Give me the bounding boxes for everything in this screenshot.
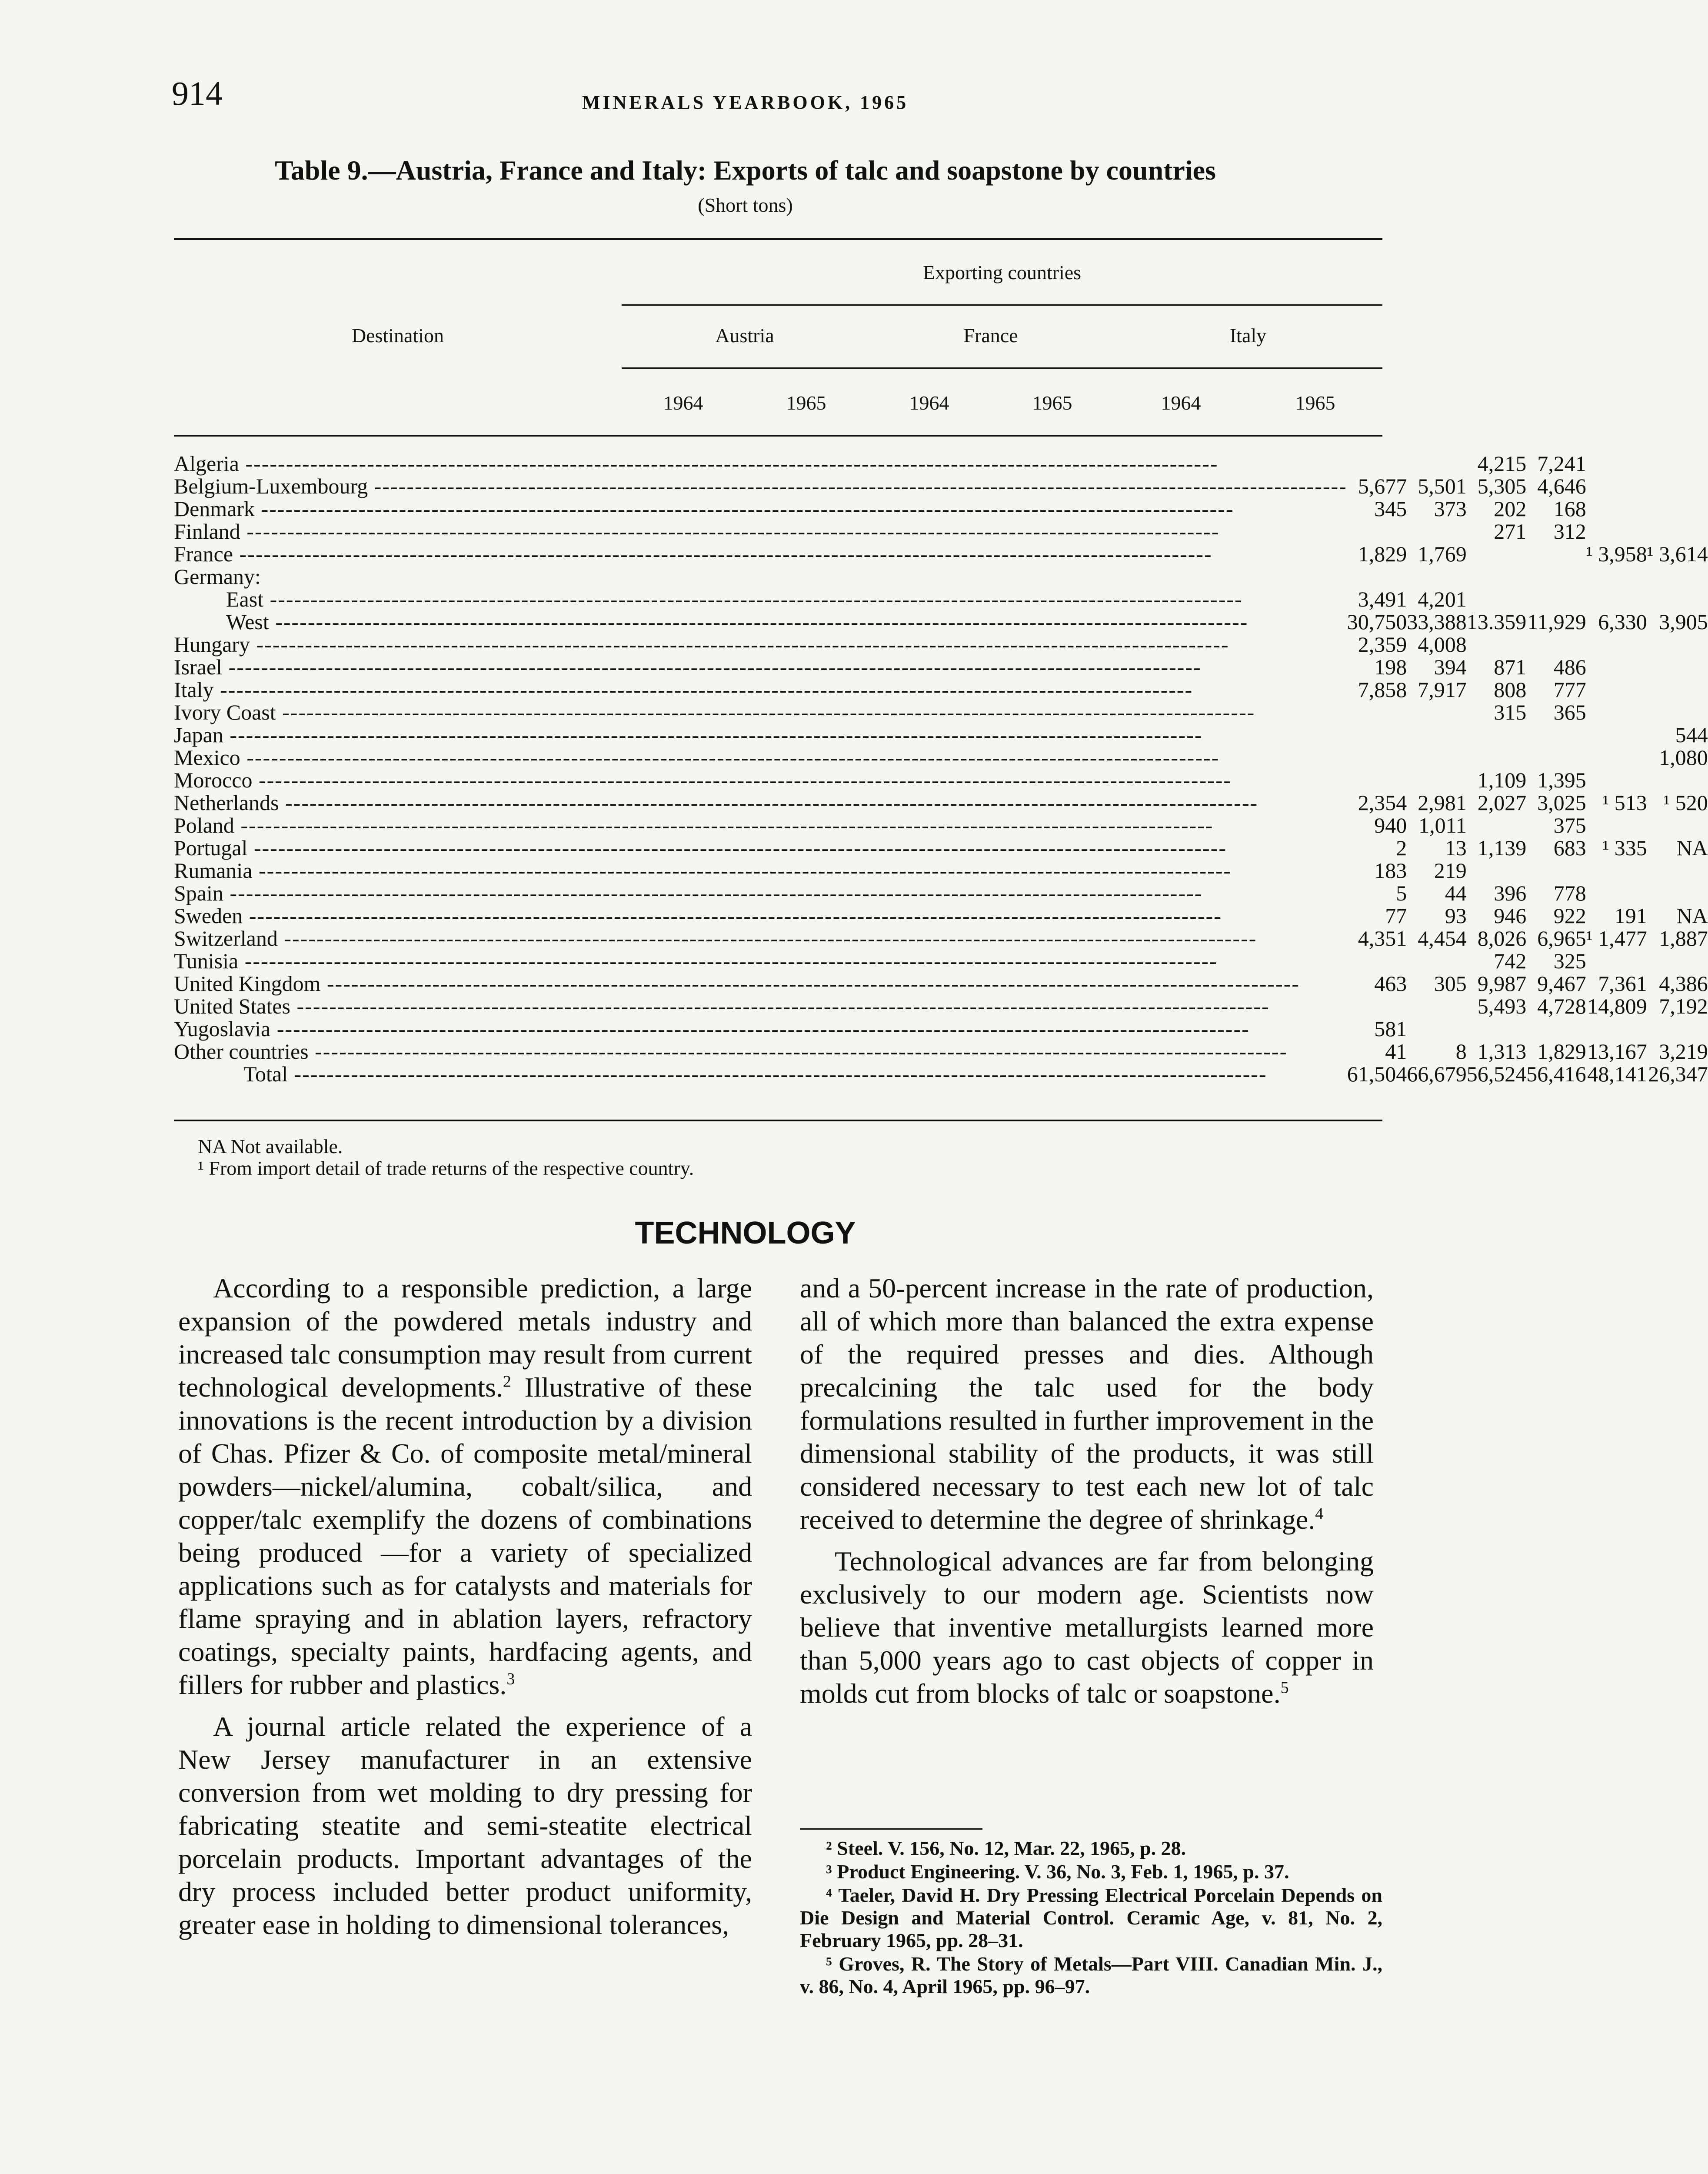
table-row <box>174 543 1708 565</box>
value-cell: NA <box>1676 904 1708 928</box>
value-cell <box>1586 882 1647 904</box>
value-cell <box>1347 520 1407 543</box>
header-year: 1965 <box>1295 392 1335 414</box>
table-subtitle: (Short tons) <box>698 194 793 216</box>
value-cell: 8,026 <box>1477 926 1527 950</box>
value-cell <box>1526 565 1586 588</box>
value-cell: 191 <box>1614 904 1647 928</box>
value-cell: 7,192 <box>1659 994 1708 1018</box>
header-year: 1964 <box>1161 392 1201 414</box>
value-cell <box>1647 633 1708 656</box>
value-cell: 1,080 <box>1659 745 1708 770</box>
destination-cell: Netherlands ----- <box>174 791 1347 814</box>
running-head: MINERALS YEARBOOK, 1965 <box>582 92 909 113</box>
value-cell: 683 <box>1553 836 1586 860</box>
value-cell: 375 <box>1553 813 1586 837</box>
value-cell <box>1347 724 1407 746</box>
exports-table <box>174 452 1708 1085</box>
destination-cell: Japan ----- <box>174 724 1347 746</box>
right-column <box>800 1272 1374 1719</box>
total-value-cell: 26,347 <box>1648 1062 1708 1086</box>
left-column <box>178 1272 752 1950</box>
value-cell <box>1647 656 1708 678</box>
value-cell: 1,313 <box>1477 1039 1527 1064</box>
value-cell: 13,167 <box>1587 1039 1647 1064</box>
total-value-cell: 56,524 <box>1466 1062 1527 1086</box>
destination-cell: Italy ----- <box>174 678 1347 701</box>
value-cell <box>1347 995 1407 1017</box>
table-row <box>174 972 1708 995</box>
value-cell: 2 <box>1396 836 1407 860</box>
value-cell: 30,750 <box>1347 610 1407 634</box>
value-cell <box>1407 520 1467 543</box>
value-cell: ¹ 3,614 <box>1647 542 1708 566</box>
table-row <box>174 814 1708 837</box>
destination-cell: Sweden ----- <box>174 904 1347 927</box>
value-cell: ¹ 3,958 <box>1586 542 1647 566</box>
value-cell: 11,929 <box>1527 610 1586 634</box>
table-row <box>174 565 1708 588</box>
value-cell <box>1586 656 1647 678</box>
value-cell <box>1407 769 1467 791</box>
total-value-cell: 48,141 <box>1587 1062 1647 1086</box>
value-cell <box>1647 859 1708 882</box>
value-cell: 4,454 <box>1418 926 1467 950</box>
value-cell <box>1586 1017 1647 1040</box>
value-cell <box>1407 701 1467 724</box>
value-cell <box>1467 859 1527 882</box>
value-cell <box>1647 588 1708 610</box>
value-cell: 808 <box>1494 677 1527 702</box>
table-row <box>174 769 1708 791</box>
header-year: 1965 <box>786 392 826 414</box>
value-cell <box>1347 452 1407 475</box>
value-cell: 305 <box>1434 971 1467 996</box>
footnote: ² Steel. V. 156, No. 12, Mar. 22, 1965, p. 28. <box>826 1837 1186 1859</box>
value-cell: 1,769 <box>1418 542 1467 566</box>
value-cell: ¹ 520 <box>1663 790 1708 815</box>
total-row <box>174 1063 1708 1085</box>
value-cell: 9,467 <box>1537 971 1586 996</box>
value-cell <box>1407 950 1467 972</box>
paragraph: and a 50-percent increase in the rate of production, all of which more than balanced the extra expense of the required presses and dies. Although precalcining the talc used for the body formulations resulted in further improvement in the dimensional stability of the products, it was still considered necessary to test each new lot of talc received to determine the degree of shrinkage.$^4$ <box>800 1273 1374 1535</box>
destination-cell: Algeria ----- <box>174 452 1347 475</box>
value-cell <box>1586 678 1647 701</box>
footnote-rule <box>800 1828 982 1830</box>
total-value-cell: 56,416 <box>1526 1062 1586 1086</box>
value-cell <box>1526 746 1586 769</box>
value-cell <box>1347 769 1407 791</box>
value-cell: 168 <box>1553 497 1586 521</box>
value-cell: 14,809 <box>1587 994 1647 1018</box>
value-cell: 312 <box>1553 519 1586 544</box>
value-cell: 6,965 <box>1537 926 1586 950</box>
value-cell: 4,351 <box>1358 926 1407 950</box>
value-cell: 777 <box>1553 677 1586 702</box>
value-cell <box>1407 452 1467 475</box>
footnote: ⁴ Taeler, David H. Dry Pressing Electrical Porcelain Depends on Die Design and Material Control. Ceramic Age, v. 81, No. 2, February 1965, pp. 28–31. <box>800 1884 1382 1951</box>
value-cell <box>1347 565 1407 588</box>
destination-cell: West ----- <box>174 610 1347 633</box>
value-cell <box>1586 588 1647 610</box>
value-cell: 940 <box>1374 813 1407 837</box>
table-row <box>174 1017 1708 1040</box>
destination-cell: Poland ----- <box>174 814 1347 837</box>
table-top-rule <box>174 238 1382 240</box>
page-number: 914 <box>172 74 223 112</box>
destination-cell: Portugal ----- <box>174 837 1347 859</box>
value-cell: 7,917 <box>1418 677 1467 702</box>
value-cell: 581 <box>1374 1017 1407 1041</box>
value-cell: 2,027 <box>1477 790 1527 815</box>
value-cell: 486 <box>1553 655 1586 679</box>
header-rule-countries <box>622 367 1382 369</box>
destination-cell: Hungary ----- <box>174 633 1347 656</box>
destination-cell: East ----- <box>174 588 1347 610</box>
value-cell: 1,011 <box>1418 813 1467 837</box>
value-cell: 44 <box>1445 881 1467 905</box>
value-cell: 4,646 <box>1537 474 1586 498</box>
table-row <box>174 475 1708 497</box>
destination-cell: United Kingdom ----- <box>174 972 1347 995</box>
value-cell: 5 <box>1396 881 1407 905</box>
header-exporting-countries: Exporting countries <box>922 261 1082 283</box>
value-cell <box>1586 520 1647 543</box>
value-cell <box>1347 950 1407 972</box>
value-cell <box>1467 588 1527 610</box>
value-cell: NA <box>1676 836 1708 860</box>
value-cell: 271 <box>1494 519 1527 544</box>
value-cell: 33,388 <box>1407 610 1467 634</box>
destination-cell: Switzerland ----- <box>174 927 1347 950</box>
paragraph: According to a responsible prediction, a large expansion of the powdered metals industry and increased talc consumption may result from current technological developments.$^2$ Illustrative of these innovations is the recent introduction by a division of Chas. Pfizer & Co. of composite metal/mineral powders—nickel/alumina, cobalt/silica, and copper/talc exemplify the dozens of combinations being produced —for a variety of specialized applications such as for catalysts and materials for flame spraying and in ablation layers, refractory coatings, specialty paints, hardfacing agents, and fillers for rubber and plastics.$^3$ <box>178 1273 752 1700</box>
header-country-france: France <box>963 324 1018 347</box>
table-row <box>174 520 1708 543</box>
value-cell: 7,361 <box>1598 971 1647 996</box>
value-cell <box>1467 1017 1527 1040</box>
table-row <box>174 701 1708 724</box>
value-cell <box>1647 1017 1708 1040</box>
value-cell <box>1647 769 1708 791</box>
value-cell <box>1586 950 1647 972</box>
value-cell <box>1407 1017 1467 1040</box>
destination-cell: Tunisia ----- <box>174 950 1347 972</box>
destination-cell: Finland ----- <box>174 520 1347 543</box>
value-cell: 13 <box>1445 836 1467 860</box>
header-year: 1964 <box>663 392 703 414</box>
value-cell <box>1586 633 1647 656</box>
value-cell: 7,241 <box>1537 451 1586 476</box>
value-cell: 4,008 <box>1418 632 1467 657</box>
value-cell: ¹ 1,477 <box>1586 926 1647 950</box>
value-cell <box>1467 543 1527 565</box>
table-row <box>174 497 1708 520</box>
value-cell <box>1526 588 1586 610</box>
value-cell <box>1407 724 1467 746</box>
table-row <box>174 904 1708 927</box>
value-cell: 3,491 <box>1358 587 1407 611</box>
value-cell <box>1526 543 1586 565</box>
value-cell: 2,354 <box>1358 790 1407 815</box>
value-cell: 345 <box>1374 497 1407 521</box>
value-cell: 4,215 <box>1477 451 1527 476</box>
footnotes <box>800 1837 1382 1999</box>
footnote: ³ Product Engineering. V. 36, No. 3, Feb. 1, 1965, p. 37. <box>826 1861 1289 1883</box>
value-cell: 315 <box>1494 700 1527 724</box>
value-cell: 396 <box>1494 881 1527 905</box>
header-country-italy: Italy <box>1229 324 1267 347</box>
destination-cell: Israel ----- <box>174 656 1347 678</box>
value-cell: 198 <box>1374 655 1407 679</box>
value-cell <box>1647 950 1708 972</box>
value-cell: 871 <box>1494 655 1527 679</box>
table-row <box>174 588 1708 610</box>
value-cell: 373 <box>1434 497 1467 521</box>
destination-cell: Denmark ----- <box>174 497 1347 520</box>
total-value-cell: 66,679 <box>1407 1062 1467 1086</box>
value-cell: 922 <box>1553 904 1586 928</box>
value-cell: 5,677 <box>1358 474 1407 498</box>
table-row <box>174 452 1708 475</box>
value-cell <box>1467 565 1527 588</box>
value-cell: 7,858 <box>1358 677 1407 702</box>
value-cell <box>1586 769 1647 791</box>
footnote: ⁵ Groves, R. The Story of Metals—Part VIII. Canadian Min. J., v. 86, No. 4, April 1965, pp. 96–97. <box>800 1953 1382 1997</box>
value-cell <box>1586 859 1647 882</box>
value-cell: 3,219 <box>1659 1039 1708 1064</box>
value-cell: 778 <box>1553 881 1586 905</box>
paragraph: Technological advances are far from belonging exclusively to our modern age. Scientists now believe that inventive metallurgists learned more than 5,000 years ago to cast objects of copper in molds cut from blocks of talc or soapstone.$^5$ <box>800 1546 1374 1709</box>
value-cell <box>1407 746 1467 769</box>
table-row <box>174 633 1708 656</box>
value-cell <box>1526 633 1586 656</box>
value-cell <box>1586 475 1647 497</box>
value-cell <box>1467 746 1527 769</box>
value-cell <box>1586 701 1647 724</box>
value-cell: 2,359 <box>1358 632 1407 657</box>
value-cell: 3,905 <box>1659 610 1708 634</box>
value-cell <box>1647 882 1708 904</box>
value-cell: 5,493 <box>1477 994 1527 1018</box>
table-row <box>174 882 1708 904</box>
value-cell: 742 <box>1494 949 1527 973</box>
value-cell: 946 <box>1494 904 1527 928</box>
table-row <box>174 837 1708 859</box>
table-row <box>174 746 1708 769</box>
value-cell: 5,501 <box>1418 474 1467 498</box>
table-row <box>174 927 1708 950</box>
value-cell <box>1347 701 1407 724</box>
value-cell <box>1647 565 1708 588</box>
value-cell <box>1647 475 1708 497</box>
value-cell <box>1586 565 1647 588</box>
destination-cell: Yugoslavia ----- <box>174 1017 1347 1040</box>
value-cell: 2,981 <box>1418 790 1467 815</box>
value-cell: 183 <box>1374 858 1407 883</box>
value-cell: 1,887 <box>1659 926 1708 950</box>
destination-cell: Germany: <box>174 564 261 589</box>
value-cell <box>1467 814 1527 837</box>
value-cell <box>1407 565 1467 588</box>
value-cell <box>1526 1017 1586 1040</box>
value-cell: 77 <box>1385 904 1407 928</box>
value-cell: 1,829 <box>1537 1039 1586 1064</box>
destination-cell: Other countries ----- <box>174 1040 1347 1063</box>
destination-cell: Morocco ----- <box>174 769 1347 791</box>
destination-cell: Spain ----- <box>174 882 1347 904</box>
value-cell: 219 <box>1434 858 1467 883</box>
value-cell <box>1526 724 1586 746</box>
value-cell <box>1647 520 1708 543</box>
value-cell <box>1586 724 1647 746</box>
value-cell: 1,829 <box>1358 542 1407 566</box>
table-row <box>174 678 1708 701</box>
header-country-austria: Austria <box>715 324 774 347</box>
value-cell: 4,201 <box>1418 587 1467 611</box>
value-cell: ¹ 335 <box>1602 836 1647 860</box>
value-cell <box>1647 701 1708 724</box>
value-cell: 41 <box>1385 1039 1407 1064</box>
header-rule-exporting <box>622 304 1382 306</box>
destination-cell: France ----- <box>174 543 1347 565</box>
destination-cell: Mexico ----- <box>174 746 1347 769</box>
note-na: NA Not available. <box>198 1135 343 1157</box>
value-cell: 365 <box>1553 700 1586 724</box>
value-cell: 6,330 <box>1598 610 1647 634</box>
value-cell: 1,109 <box>1477 768 1527 792</box>
table-row <box>174 1040 1708 1063</box>
paragraph: A journal article related the experience of a New Jersey manufacturer in an extensive conversion from wet molding to dry pressing for fabricating steatite and semi-steatite electrical porcelain products. Important advantages of the dry process included better product uniformity, greater ease in holding to dimensional tolerances, <box>178 1711 752 1940</box>
value-cell: 1,139 <box>1477 836 1527 860</box>
value-cell <box>1526 859 1586 882</box>
value-cell: 3,025 <box>1537 790 1586 815</box>
value-cell <box>1647 678 1708 701</box>
destination-cell: Belgium-Luxembourg ----- <box>174 475 1347 497</box>
value-cell <box>1467 724 1527 746</box>
destination-cell: Rumania ----- <box>174 859 1347 882</box>
value-cell: 9,987 <box>1477 971 1527 996</box>
value-cell: 394 <box>1434 655 1467 679</box>
value-cell: 544 <box>1675 723 1708 747</box>
value-cell: 202 <box>1494 497 1527 521</box>
destination-cell: United States ----- <box>174 995 1347 1017</box>
header-destination: Destination <box>351 324 444 347</box>
value-cell <box>1586 814 1647 837</box>
note-footnote-1: ¹ From import detail of trade returns of the respective country. <box>198 1157 694 1179</box>
table-row <box>174 610 1708 633</box>
value-cell: 8 <box>1455 1039 1467 1064</box>
table-row <box>174 791 1708 814</box>
value-cell <box>1647 814 1708 837</box>
value-cell: 13.359 <box>1466 610 1527 634</box>
table-bottom-rule <box>174 1120 1382 1121</box>
value-cell: 4,728 <box>1537 994 1586 1018</box>
value-cell <box>1586 746 1647 769</box>
value-cell <box>1586 452 1647 475</box>
header-year: 1965 <box>1032 392 1072 414</box>
table-row <box>174 995 1708 1017</box>
value-cell <box>1407 995 1467 1017</box>
header-bottom-rule <box>174 435 1382 437</box>
table-row <box>174 724 1708 746</box>
table-row <box>174 859 1708 882</box>
value-cell <box>1647 497 1708 520</box>
value-cell <box>1347 746 1407 769</box>
value-cell: 1,395 <box>1537 768 1586 792</box>
destination-cell: Ivory Coast ----- <box>174 701 1347 724</box>
total-label: Total ----- <box>174 1063 1347 1085</box>
section-heading: TECHNOLOGY <box>635 1216 856 1250</box>
total-value-cell: 61,504 <box>1347 1062 1407 1086</box>
value-cell: 5,305 <box>1477 474 1527 498</box>
header-year: 1964 <box>909 392 949 414</box>
value-cell: ¹ 513 <box>1602 790 1647 815</box>
value-cell <box>1647 452 1708 475</box>
table-row <box>174 656 1708 678</box>
table-row <box>174 950 1708 972</box>
value-cell <box>1467 633 1527 656</box>
value-cell: 463 <box>1374 971 1407 996</box>
value-cell: 325 <box>1553 949 1586 973</box>
value-cell: 93 <box>1445 904 1467 928</box>
value-cell <box>1586 497 1647 520</box>
table-title: Table 9.—Austria, France and Italy: Exports of talc and soapstone by countries <box>275 155 1216 186</box>
value-cell: 4,386 <box>1659 971 1708 996</box>
